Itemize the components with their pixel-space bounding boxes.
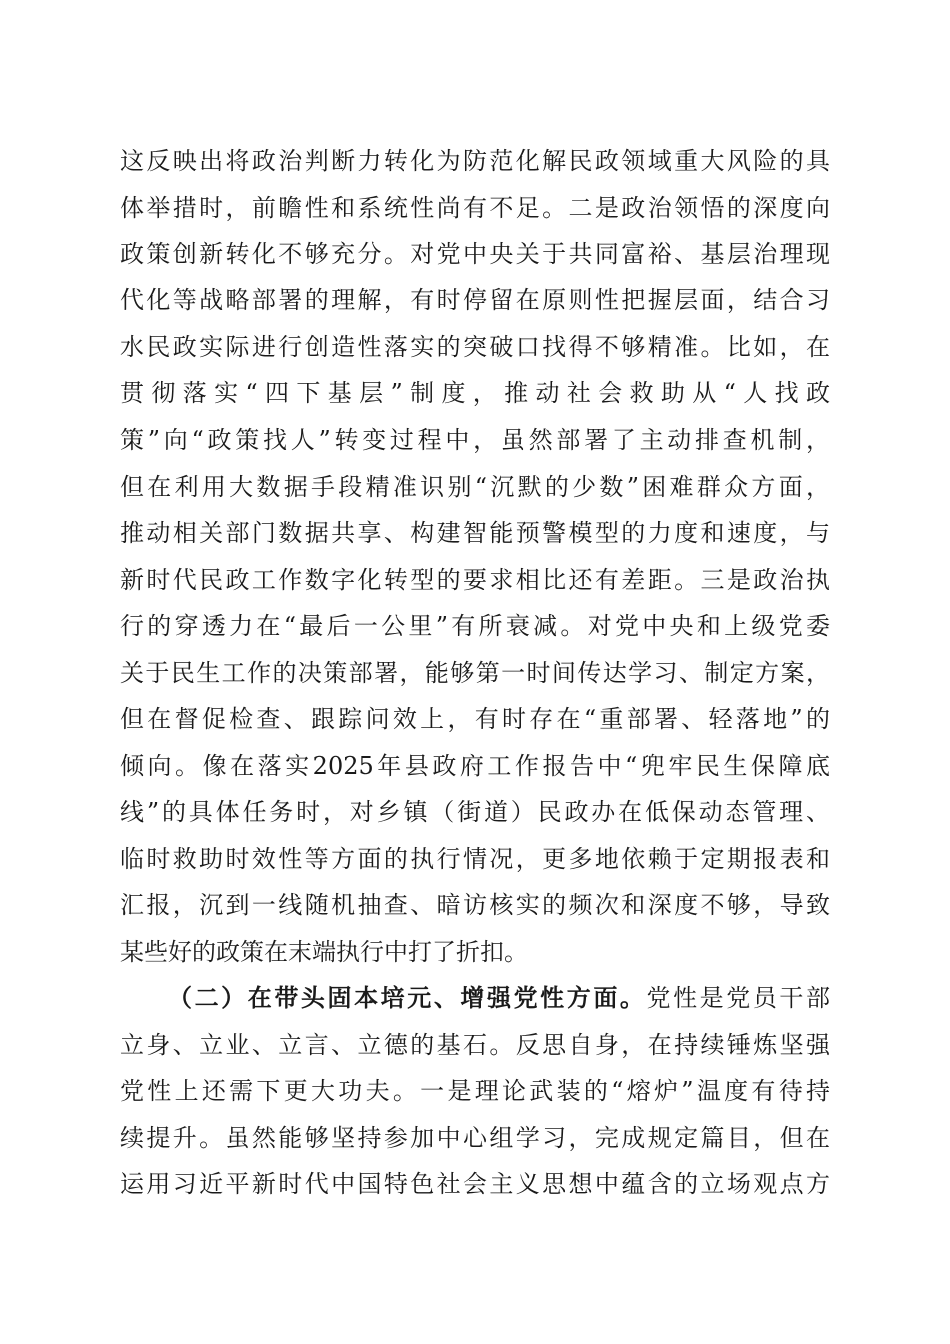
- text-line: 续提升。虽然能够坚持参加中心组学习，完成规定篇目，但在: [120, 1124, 830, 1152]
- text-line: 立身、立业、立言、立德的基石。反思自身，在持续锤炼坚强: [120, 1031, 830, 1059]
- text-line: 这反映出将政治判断力转化为防范化解民政领域重大风险的具: [120, 147, 830, 175]
- text-line: 策”向“政策找人”转变过程中，虽然部署了主动排查机制，: [120, 426, 830, 454]
- text-line: 线”的具体任务时，对乡镇（街道）民政办在低保动态管理、: [120, 798, 830, 826]
- text-line: 贯彻落实“四下基层”制度，推动社会救助从“人找政: [120, 379, 830, 407]
- text-line: 某些好的政策在末端执行中打了折扣。: [120, 938, 528, 966]
- text-line: 党性上还需下更大功夫。一是理论武装的“熔炉”温度有待持: [120, 1077, 830, 1105]
- text-line: 政策创新转化不够充分。对党中央关于共同富裕、基层治理现: [120, 240, 830, 268]
- text-line: 临时救助时效性等方面的执行情况，更多地依赖于定期报表和: [120, 845, 830, 873]
- text-line: 水民政实际进行创造性落实的突破口找得不够精准。比如，在: [120, 333, 830, 361]
- section-heading-line: [168, 978, 830, 1018]
- text-line: 汇报，沉到一线随机抽查、暗访核实的频次和深度不够，导致: [120, 891, 830, 919]
- text-line: 关于民生工作的决策部署，能够第一时间传达学习、制定方案，: [120, 659, 830, 687]
- text-line: 推动相关部门数据共享、构建智能预警模型的力度和速度，与: [120, 519, 830, 547]
- text-line: 但在利用大数据手段精准识别“沉默的少数”困难群众方面，: [120, 473, 830, 501]
- text-line: 新时代民政工作数字化转型的要求相比还有差距。三是政治执: [120, 566, 830, 594]
- text-line: 运用习近平新时代中国特色社会主义思想中蕴含的立场观点方: [120, 1170, 830, 1198]
- section-heading: （二）在带头固本培元、增强党性方面。: [168, 983, 647, 1012]
- text-line: 体举措时，前瞻性和系统性尚有不足。二是政治领悟的深度向: [120, 194, 830, 222]
- text-span: 党性是党员干部: [646, 984, 830, 1012]
- text-line: 倾向。像在落实2025年县政府工作报告中“兜牢民生保障底: [120, 752, 830, 780]
- text-line: 代化等战略部署的理解，有时停留在原则性把握层面，结合习: [120, 286, 830, 314]
- text-line: 行的穿透力在“最后一公里”有所衰减。对党中央和上级党委: [120, 612, 830, 640]
- text-line: 但在督促检查、跟踪问效上，有时存在“重部署、轻落地”的: [120, 705, 830, 733]
